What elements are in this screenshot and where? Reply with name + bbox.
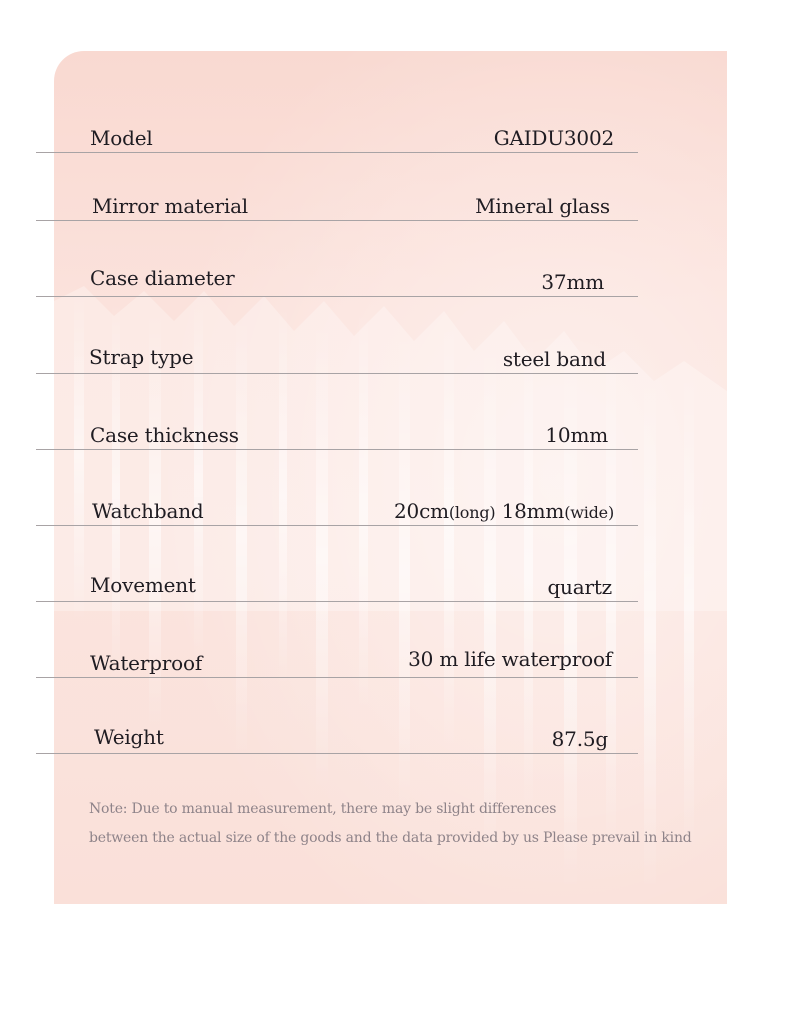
spec-row-case-thickness [36,409,638,450]
card-background-pattern [54,51,727,904]
spec-value [394,499,614,523]
spec-row-mirror-material [36,180,638,221]
spec-label: Strap type [89,345,194,369]
spec-value: steel band [502,347,606,371]
spec-value: 37mm [541,270,604,294]
spec-value: GAIDU3002 [493,126,614,150]
spec-label: Watchband [92,499,204,523]
watchband-width-unit: (wide) [564,503,614,522]
spec-row-model [36,112,638,153]
spec-label: Model [90,126,153,150]
spec-label: Case thickness [90,423,239,447]
note-line-2: between the actual size of the goods and the data provided by us Please prevail in kind [89,830,692,846]
spec-row-waterproof [36,637,638,678]
spec-label: Waterproof [90,651,203,675]
spec-row-case-diameter [36,256,638,297]
note-line-1: Note: Due to manual measurement, there may be slight differences [89,801,557,817]
spec-label: Case diameter [90,266,235,290]
spec-value: 30 m life waterproof [408,647,612,671]
watchband-length-unit: (long) [448,503,496,522]
spec-row-strap-type [36,333,638,374]
spec-label: Mirror material [92,194,248,218]
spec-value: Mineral glass [475,194,610,218]
watchband-width: 18mm [495,499,565,523]
spec-value: quartz [547,575,612,599]
spec-value: 10mm [545,423,608,447]
spec-row-weight [36,713,638,754]
spec-value: 87.5g [551,727,608,751]
spec-row-watchband [36,485,638,526]
watchband-length: 20cm [394,499,449,523]
spec-label: Movement [90,573,196,597]
spec-card [54,51,727,904]
spec-label: Weight [94,725,164,749]
spec-row-movement [36,561,638,602]
